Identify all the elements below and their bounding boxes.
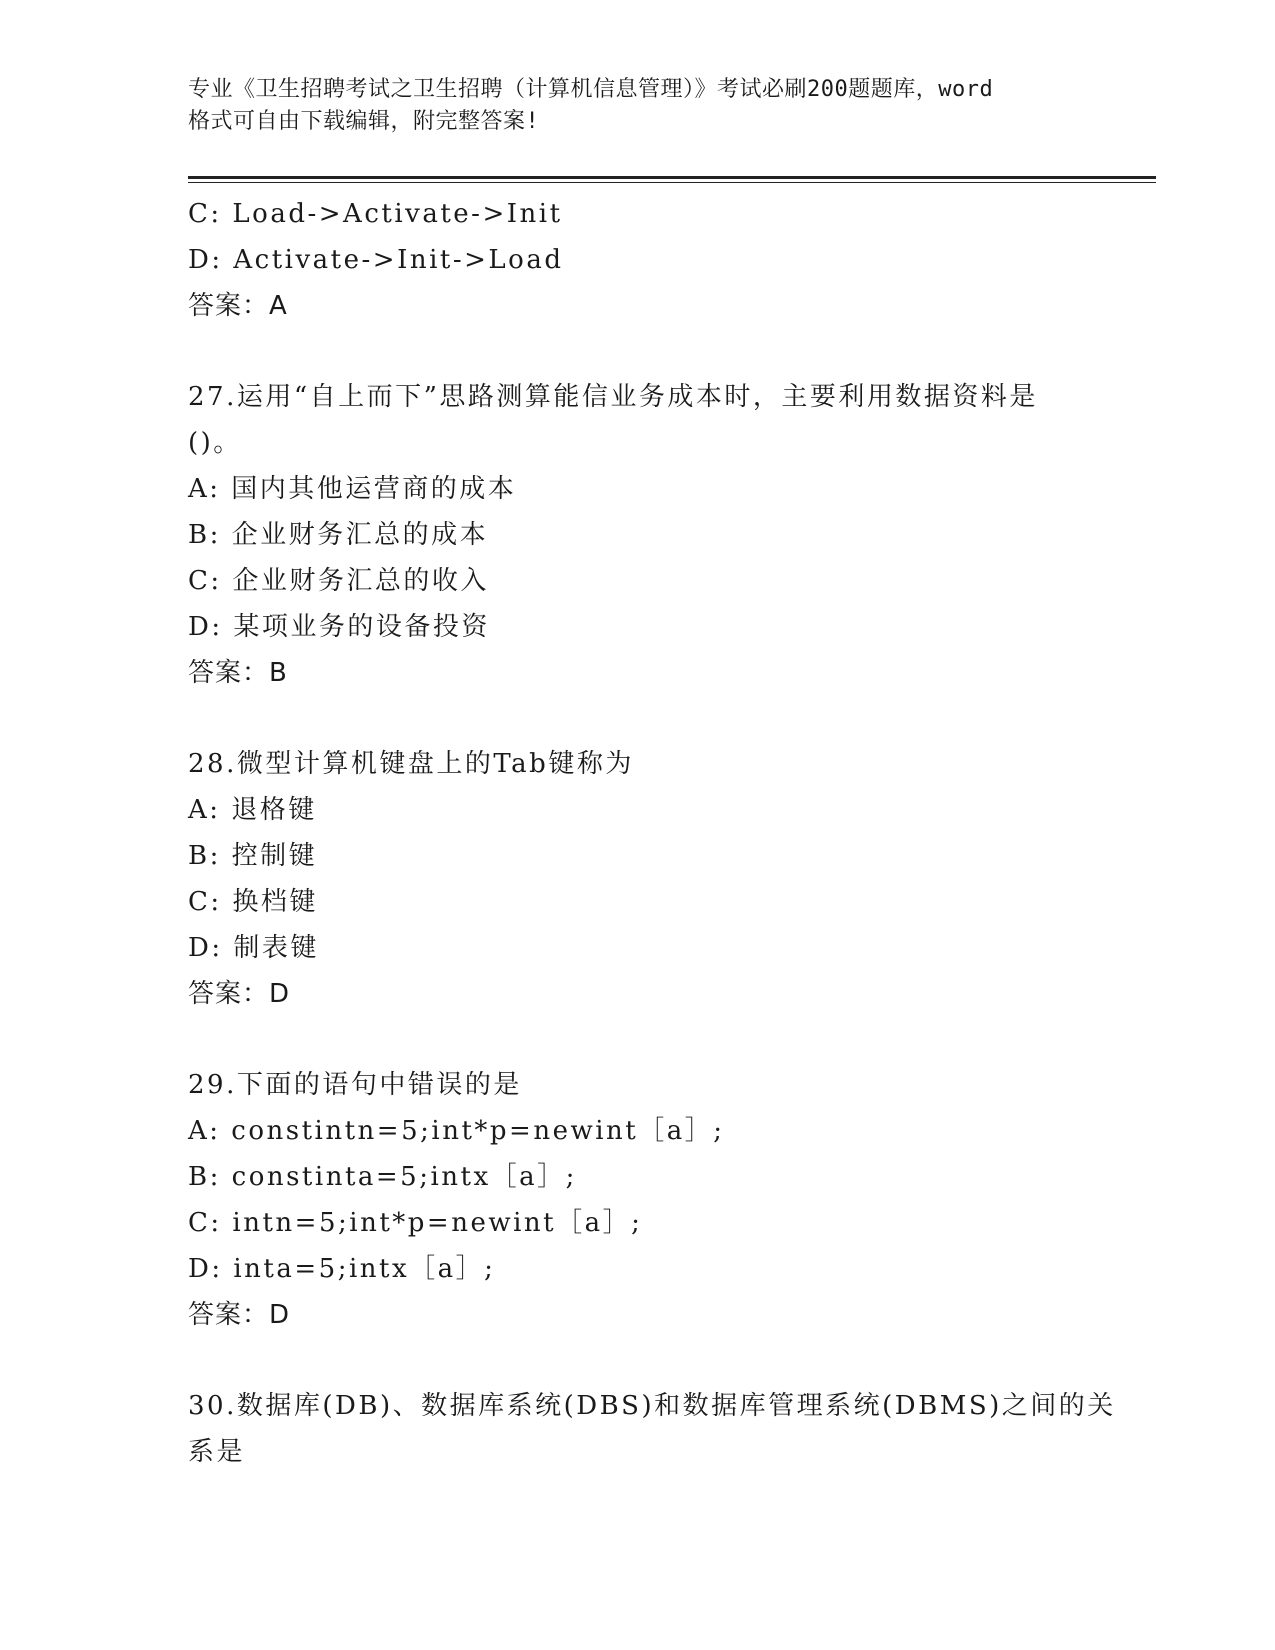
header-line-1: 专业《卫生招聘考试之卫生招聘（计算机信息管理）》考试必刷200题题库，word: [188, 77, 994, 102]
question-stem-line-1: 27.运用“自上而下”思路测算能信业务成本时，主要利用数据资料是: [188, 382, 1038, 412]
question-stem-line-2: 系是: [188, 1437, 246, 1467]
question-26: [188, 191, 1128, 329]
question-stem-line-2: ()。: [188, 428, 242, 458]
header-divider-thick: [188, 176, 1156, 179]
spacer: [188, 696, 1128, 741]
answer: 答案：A: [188, 291, 288, 321]
question-stem-line-1: 30.数据库(DB)、数据库系统(DBS)和数据库管理系统(DBMS)之间的关: [188, 1391, 1116, 1421]
option-b: B: constinta=5;intx［a］;: [188, 1162, 577, 1192]
spacer: [188, 1017, 1128, 1062]
question-stem: 29.下面的语句中错误的是: [188, 1070, 522, 1100]
option-d: D: inta=5;intx［a］;: [188, 1254, 496, 1284]
question-29: [188, 1062, 1128, 1338]
option-c: C: Load->Activate->Init: [188, 199, 563, 229]
header-line-2: 格式可自由下载编辑，附完整答案!: [188, 109, 540, 134]
option-b: B: 控制键: [188, 841, 318, 871]
option-d: D: 制表键: [188, 933, 319, 963]
question-list: [188, 191, 1128, 1475]
answer: 答案：D: [188, 979, 291, 1009]
document-header: [188, 74, 1108, 138]
question-27: [188, 374, 1128, 696]
option-b: B: 企业财务汇总的成本: [188, 520, 489, 550]
question-28: [188, 741, 1128, 1017]
option-d: D: 某项业务的设备投资: [188, 612, 490, 642]
answer: 答案：B: [188, 658, 288, 688]
option-a: A: constintn=5;int*p=newint［a］;: [188, 1116, 725, 1146]
question-stem: 28.微型计算机键盘上的Tab键称为: [188, 749, 634, 779]
header-divider-thin: [188, 182, 1156, 183]
option-d: D: Activate->Init->Load: [188, 245, 564, 275]
option-a: A: 国内其他运营商的成本: [188, 474, 517, 504]
option-c: C: intn=5;int*p=newint［a］;: [188, 1208, 643, 1238]
answer: 答案：D: [188, 1300, 291, 1330]
spacer: [188, 1338, 1128, 1383]
option-c: C: 企业财务汇总的收入: [188, 566, 489, 596]
spacer: [188, 329, 1128, 374]
option-c: C: 换档键: [188, 887, 318, 917]
question-30: [188, 1383, 1128, 1475]
option-a: A: 退格键: [188, 795, 317, 825]
